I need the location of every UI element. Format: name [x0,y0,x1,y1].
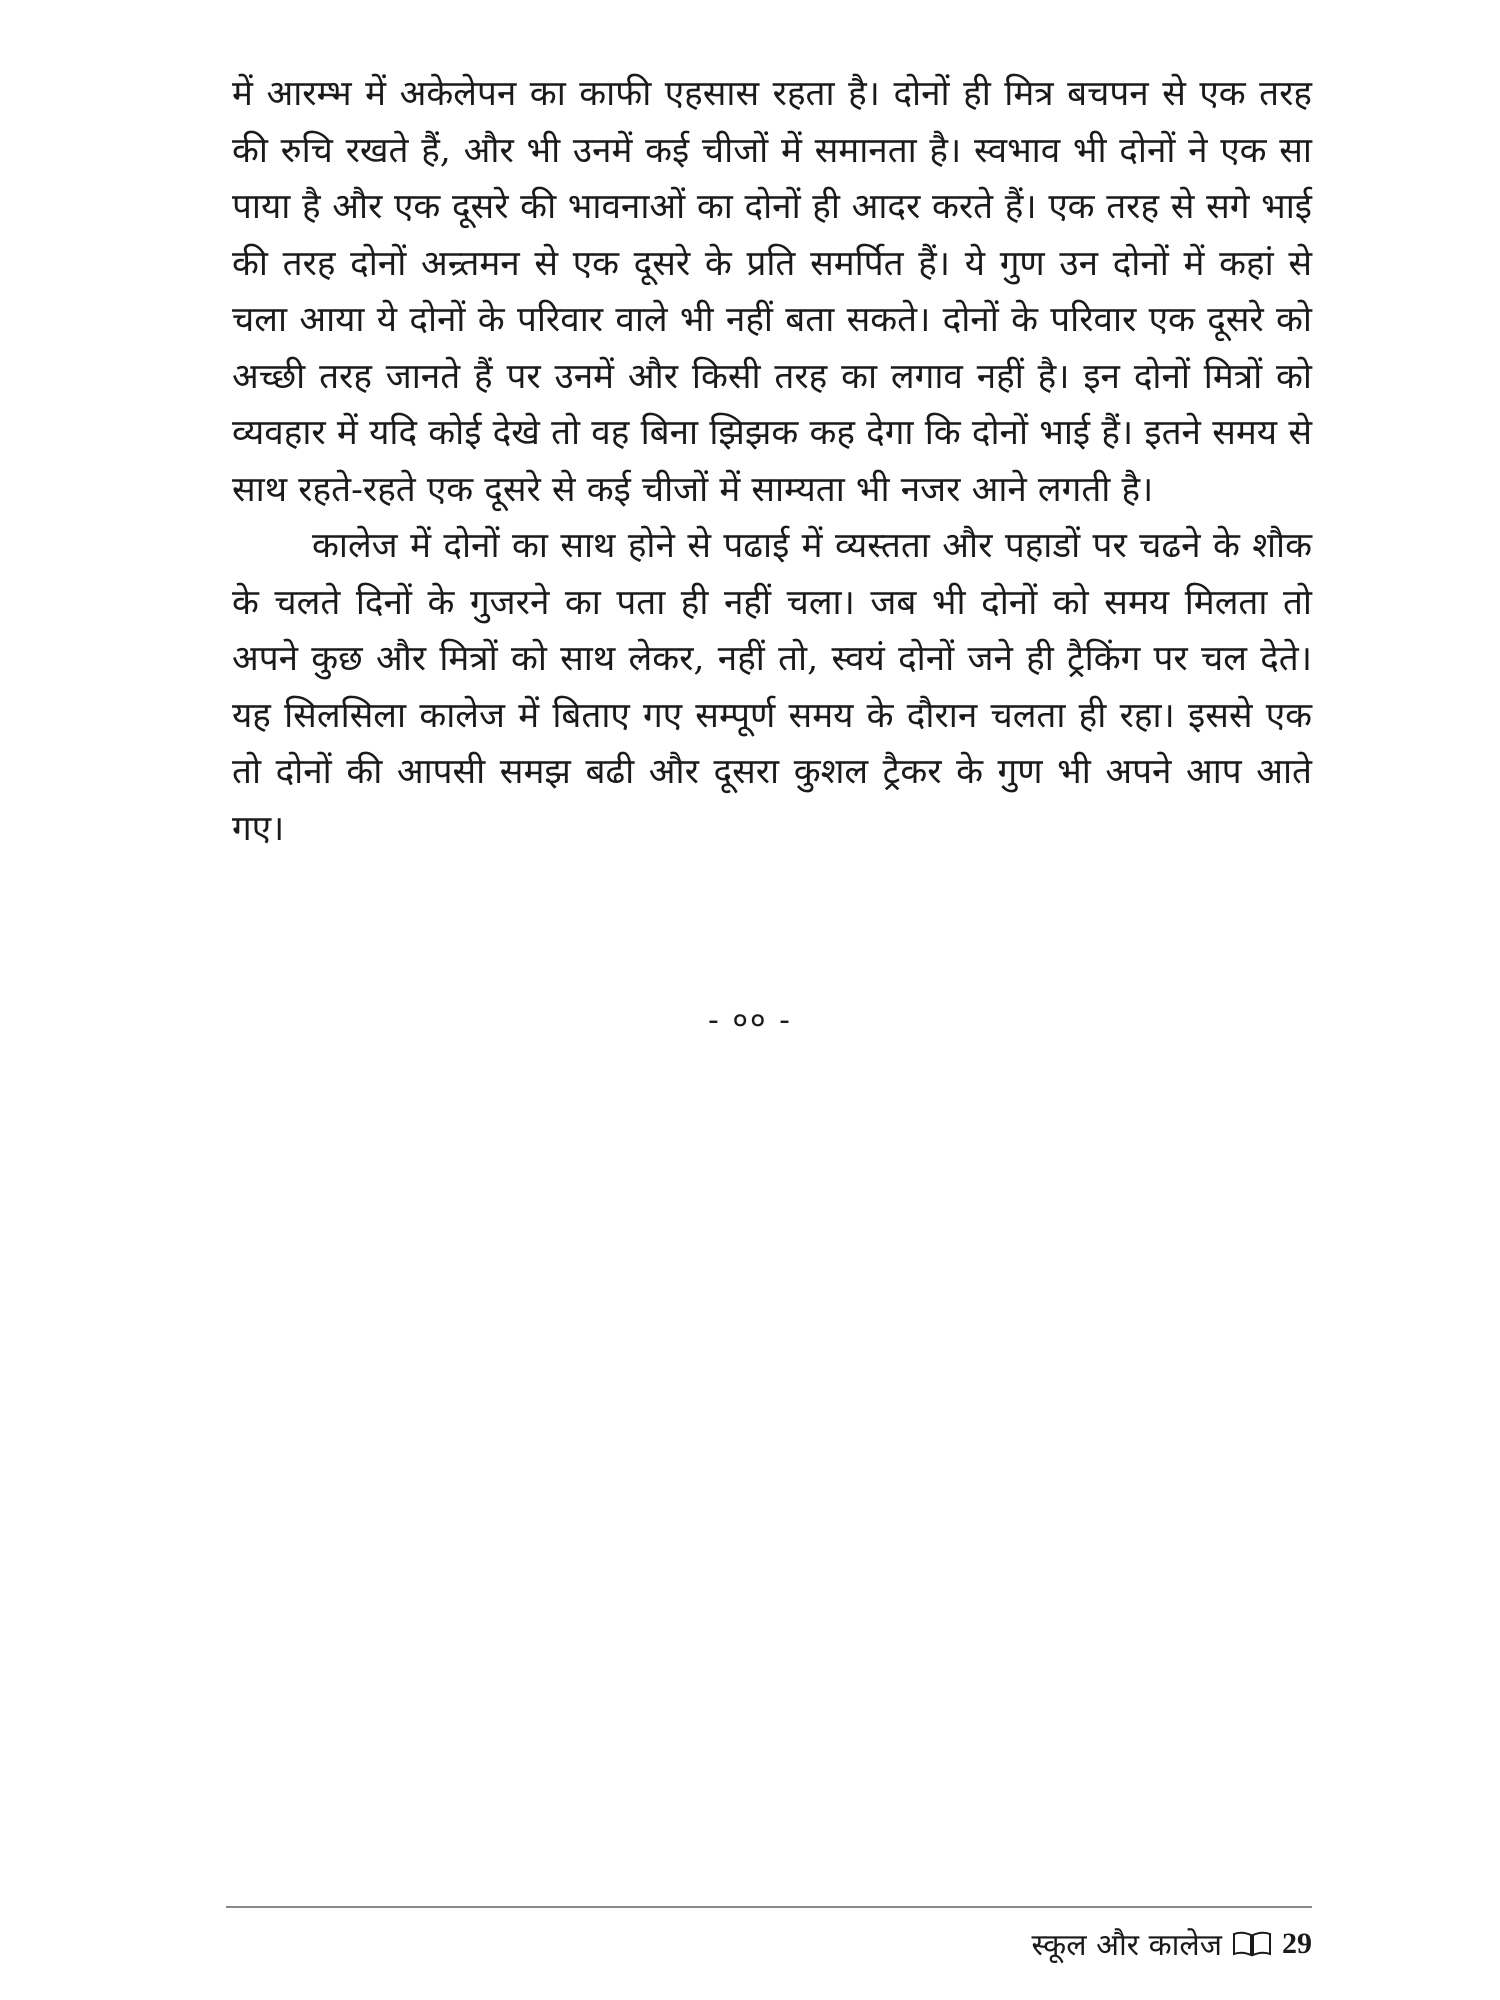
footer-divider [226,1906,1312,1908]
page-footer [1032,1923,1313,1964]
section-end-mark: - ०० - [708,1003,792,1038]
open-book-icon [1232,1930,1272,1958]
page-number: 29 [1282,1926,1312,1960]
chapter-title: स्कूल और कालेज [1031,1928,1222,1963]
body-text [232,66,1312,857]
paragraph-1: में आरम्भ में अकेलेपन का काफी एहसास रहता है। दोनों ही मित्र बचपन से एक तरह की रुचि रखते हैं, और भी उनमें कई चीजों में समानता है। स्वभाव भी दोनों ने एक सा पाया है और एक दूसरे की भावनाओं का दोनों ही आदर करते हैं। एक तरह से सगे भाई की तरह दोनों अन्र्तमन से एक दूसरे के प्रति समर्पित हैं। ये गुण उन दोनों में कहां से चला आया ये दोनों के परिवार वाले भी नहीं बता सकते। दोनों के परिवार एक दूसरे को अच्छी तरह जानते हैं पर उनमें और किसी तरह का लगाव नहीं है। इन दोनों मित्रों को व्यवहार में यदि कोई देखे तो वह बिना झिझक कह देगा कि दोनों भाई हैं। इतने समय से साथ रहते-रहते एक दूसरे से कई चीजों में साम्यता भी नजर आने लगती है। [232,74,1312,510]
paragraph-2: कालेज में दोनों का साथ होने से पढाई में व्यस्तता और पहाडों पर चढने के शौक के चलते दिनों के गुजरने का पता ही नहीं चला। जब भी दोनों को समय मिलता तो अपने कुछ और मित्रों को साथ लेकर, नहीं तो, स्वयं दोनों जने ही ट्रैकिंग पर चल देते। यह सिलसिला कालेज में बिताए गए सम्पूर्ण समय के दौरान चलता ही रहा। इससे एक तो दोनों की आपसी समझ बढी और दूसरा कुशल ट्रैकर के गुण भी अपने आप आते गए। [232,526,1312,849]
